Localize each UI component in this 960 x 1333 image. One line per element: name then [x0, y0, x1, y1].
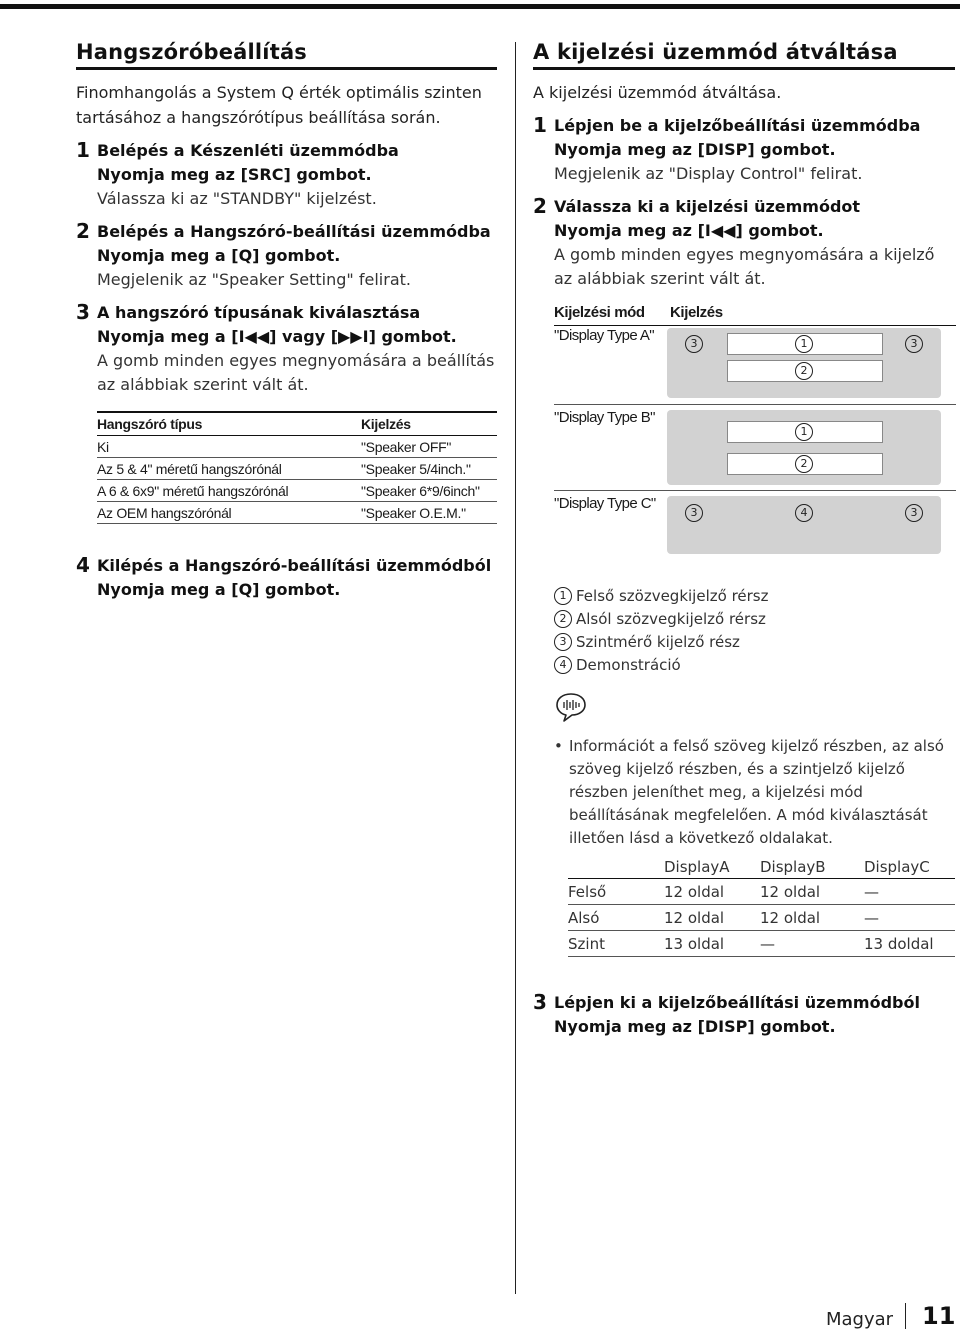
- display-legend: [554, 585, 955, 677]
- table-cell: "Speaker O.E.M.": [361, 502, 497, 524]
- step-number: 3: [76, 300, 90, 324]
- table-header: DisplayC: [864, 856, 955, 879]
- table-row: [97, 458, 497, 480]
- step-action: Nyomja meg az [DISP] gombot.: [554, 1017, 836, 1036]
- marker-4: 4: [795, 504, 813, 522]
- step-title: Lépjen be a kijelzőbeállítási üzemmódba: [554, 116, 921, 135]
- table-header: Kijelzés: [670, 304, 723, 321]
- table-cell: 12 oldal: [760, 879, 864, 905]
- table-cell: A 6 & 6x9" méretű hangszórónál: [97, 480, 361, 502]
- marker-1: 1: [795, 335, 813, 353]
- table-cell: 13 oldal: [664, 931, 760, 957]
- marker-3: 3: [905, 504, 923, 522]
- marker-2: 2: [795, 362, 813, 380]
- table-header-row: [97, 412, 497, 436]
- step-number: 4: [76, 553, 90, 577]
- legend-item: [554, 608, 955, 631]
- marker-3: 3: [685, 504, 703, 522]
- table-cell: 12 oldal: [664, 905, 760, 931]
- step-2: [76, 220, 497, 292]
- bullet-dot: •: [554, 737, 563, 755]
- display-table-header: [554, 303, 956, 326]
- marker-3: 3: [554, 633, 572, 651]
- table-row: [568, 905, 955, 931]
- display-mode-label: "Display Type A": [554, 327, 654, 344]
- table-cell: 12 oldal: [760, 905, 864, 931]
- step-title: Belépés a Készenléti üzemmódba: [97, 141, 399, 160]
- left-column: [76, 40, 497, 602]
- note-icon: [554, 691, 588, 723]
- legend-item: [554, 654, 955, 677]
- table-header: DisplayA: [664, 856, 760, 879]
- legend-text: Felső szözvegkijelző rérsz: [576, 587, 769, 605]
- display-panel-type-c: [667, 496, 941, 554]
- table-cell: Alsó: [568, 905, 664, 931]
- bullet-text: Információt a felső szöveg kijelző részben, az alsó szöveg kijelző részben, és a szintjelző kijelző részben jeleníthet meg, a kijelzési mód beállításának megfelelően. A mód kiválasztását illetően lásd a következő oldalakat.: [569, 737, 944, 847]
- display-mode-label: "Display Type B": [554, 409, 655, 426]
- step-number: 1: [533, 113, 547, 137]
- step-number: 2: [533, 194, 547, 218]
- step-1: [76, 139, 497, 211]
- display-mode-table: [554, 303, 956, 563]
- marker-2: 2: [554, 610, 572, 628]
- step-title: Válassza ki a kijelzési üzemmódot: [554, 197, 861, 216]
- section-title-display: A kijelzési üzemmód átváltása: [533, 40, 955, 70]
- table-header-row: [568, 856, 955, 879]
- step-note: Válassza ki az "STANDBY" kijelzést.: [97, 189, 377, 208]
- table-header: Kijelzési mód: [554, 304, 645, 321]
- speaker-type-table: [97, 411, 497, 524]
- marker-1: 1: [795, 423, 813, 441]
- footer-language: Magyar: [826, 1309, 894, 1330]
- footer-divider: [905, 1303, 906, 1329]
- step-note: A gomb minden egyes megnyomására a kijelző az alábbiak szerint vált át.: [554, 245, 935, 288]
- marker-4: 4: [554, 656, 572, 674]
- table-cell: Ki: [97, 436, 361, 458]
- table-cell: Felső: [568, 879, 664, 905]
- step-action: Nyomja meg a [Q] gombot.: [97, 246, 341, 265]
- step-action: Nyomja meg az [DISP] gombot.: [554, 140, 836, 159]
- table-cell: "Speaker OFF": [361, 436, 497, 458]
- legend-item: [554, 585, 955, 608]
- step-action: Nyomja meg az [SRC] gombot.: [97, 165, 372, 184]
- table-cell: —: [864, 879, 955, 905]
- table-row: [97, 502, 497, 524]
- step-4: [76, 554, 497, 602]
- step-title: Belépés a Hangszóró-beállítási üzemmódba: [97, 222, 491, 241]
- table-header: Hangszóró típus: [97, 412, 361, 436]
- table-header: [568, 856, 664, 879]
- table-cell: 12 oldal: [664, 879, 760, 905]
- legend-text: Alsól szözvegkijelző rérsz: [576, 610, 766, 628]
- step-number: 1: [76, 138, 90, 162]
- step-note: A gomb minden egyes megnyomására a beállítás az alábbiak szerint vált át.: [97, 351, 495, 394]
- step-action: Nyomja meg a [Q] gombot.: [97, 580, 341, 599]
- info-bullet: [554, 735, 955, 850]
- right-column: [533, 40, 955, 1039]
- step-note: Megjelenik az "Display Control" felirat.: [554, 164, 863, 183]
- step-action: Nyomja meg az [I◀◀] gombot.: [554, 221, 824, 240]
- marker-1: 1: [554, 587, 572, 605]
- step-title: Kilépés a Hangszóró-beállítási üzemmódból: [97, 556, 492, 575]
- legend-text: Szintmérő kijelző rész: [576, 633, 740, 651]
- table-row: [97, 436, 497, 458]
- step-3: [533, 991, 955, 1039]
- table-cell: Az OEM hangszórónál: [97, 502, 361, 524]
- table-cell: Szint: [568, 931, 664, 957]
- section-intro: A kijelzési üzemmód átváltása.: [533, 83, 782, 102]
- step-1: [533, 114, 955, 186]
- display-mode-label: "Display Type C": [554, 495, 656, 512]
- marker-3: 3: [685, 335, 703, 353]
- table-cell: Az 5 & 4" méretű hangszórónál: [97, 458, 361, 480]
- table-cell: "Speaker 6*9/6inch": [361, 480, 497, 502]
- column-divider: [515, 42, 516, 1294]
- marker-2: 2: [795, 455, 813, 473]
- table-header: Kijelzés: [361, 412, 497, 436]
- step-action: Nyomja meg a [I◀◀] vagy [▶▶I] gombot.: [97, 327, 457, 346]
- table-row: [97, 480, 497, 502]
- row-divider: [554, 404, 956, 405]
- marker-3: 3: [905, 335, 923, 353]
- step-3: [76, 301, 497, 397]
- row-divider: [554, 490, 956, 491]
- table-row: [568, 879, 955, 905]
- table-cell: "Speaker 5/4inch.": [361, 458, 497, 480]
- page-reference-table: [568, 856, 955, 957]
- section-title-speaker: Hangszóróbeállítás: [76, 40, 497, 70]
- step-note: Megjelenik az "Speaker Setting" felirat.: [97, 270, 411, 289]
- top-rule: [0, 4, 960, 9]
- page-number: 11: [922, 1302, 956, 1330]
- step-number: 3: [533, 990, 547, 1014]
- table-cell: —: [864, 905, 955, 931]
- table-header: DisplayB: [760, 856, 864, 879]
- step-2: [533, 195, 955, 291]
- display-panel-type-b: [667, 410, 941, 485]
- step-title: Lépjen ki a kijelzőbeállítási üzemmódból: [554, 993, 920, 1012]
- display-panel-type-a: [667, 328, 941, 398]
- table-cell: —: [760, 931, 864, 957]
- section-intro: Finomhangolás a System Q érték optimális szinten tartásához a hangszórótípus beállítása során.: [76, 83, 482, 127]
- step-title: A hangszóró típusának kiválasztása: [97, 303, 421, 322]
- legend-text: Demonstráció: [576, 656, 681, 674]
- legend-item: [554, 631, 955, 654]
- table-row: [568, 931, 955, 957]
- table-cell: 13 doldal: [864, 931, 955, 957]
- step-number: 2: [76, 219, 90, 243]
